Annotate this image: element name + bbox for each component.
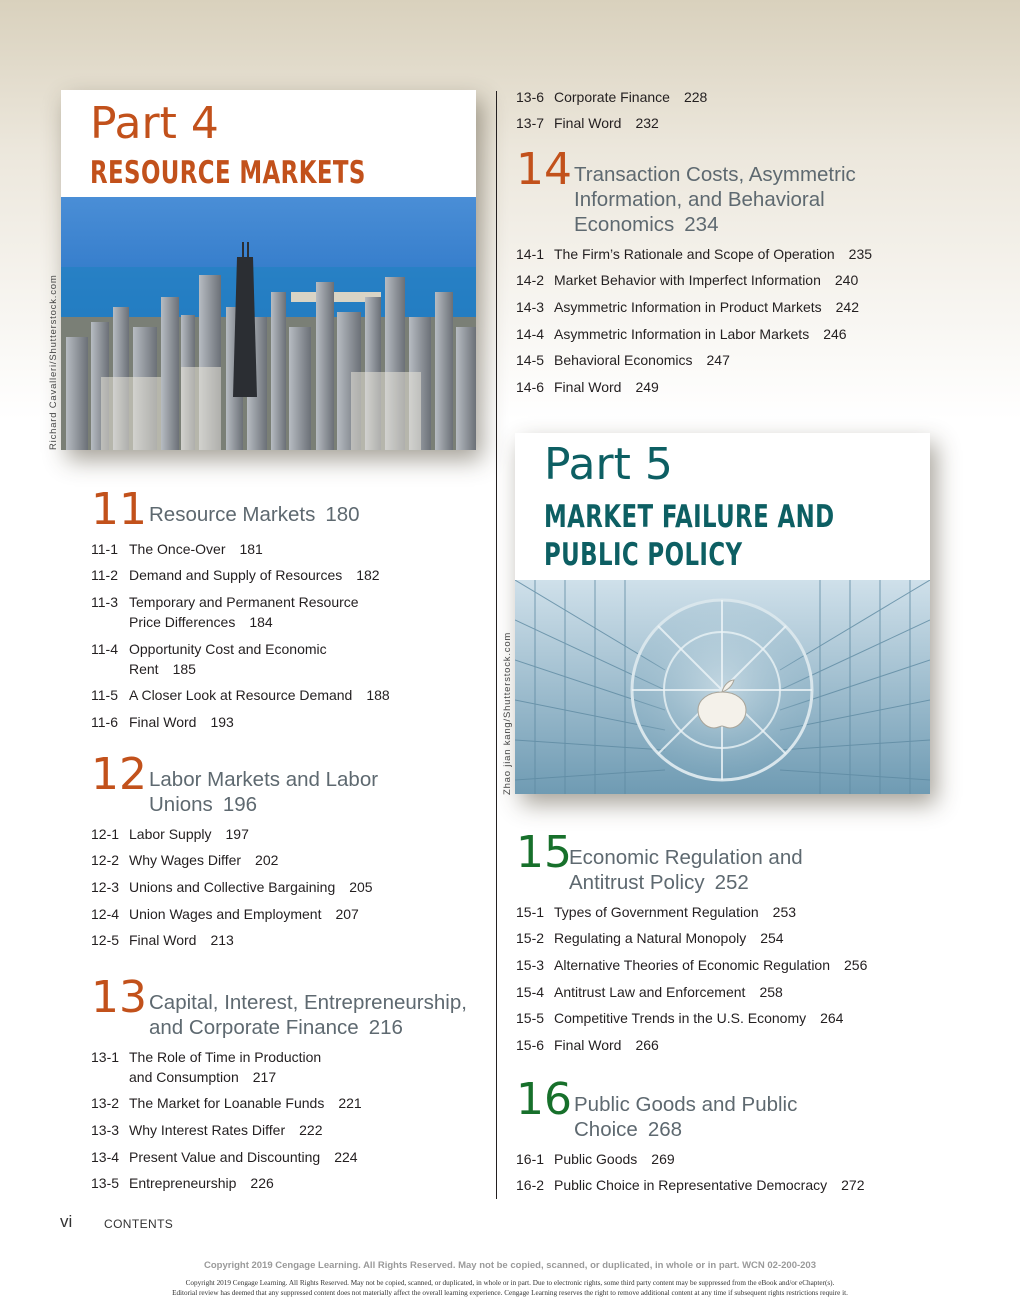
- chapter-15: [516, 827, 916, 1055]
- apple-store-glass-photo: [515, 580, 930, 794]
- part-4-header: [61, 90, 476, 197]
- section-list: [516, 1149, 916, 1196]
- part-5-photo-credit: Zhao jian kang/Shutterstock.com: [502, 631, 513, 795]
- toc-entry[interactable]: 15-5 Competitive Trends in the U.S. Economy 264: [516, 1010, 844, 1027]
- toc-entry[interactable]: 11-6 Final Word 193: [91, 714, 234, 731]
- chapter-12: [91, 749, 481, 950]
- toc-entry[interactable]: 15-4 Antitrust Law and Enforcement 258: [516, 983, 783, 1000]
- toc-entry[interactable]: 15-6 Final Word 266: [516, 1037, 659, 1054]
- chapter-number: 13: [91, 972, 147, 1023]
- toc-entry[interactable]: 13-4 Present Value and Discounting 224: [91, 1148, 358, 1165]
- copyright-line-2: Editorial review has deemed that any suppressed content does not materially affect the overall learning experience. Cengage Learning reserves the right to remove additional content at any time if subsequent rights restrictions require it.: [172, 1289, 848, 1297]
- toc-entry[interactable]: 15-1 Types of Government Regulation 253: [516, 903, 797, 920]
- chapter-number: 16: [516, 1074, 572, 1125]
- toc-entry[interactable]: 12-1 Labor Supply 197: [91, 825, 249, 842]
- part-4-number: Part 4: [90, 98, 219, 149]
- column-divider: [496, 91, 497, 1199]
- toc-entry[interactable]: 13-6 Corporate Finance 228: [516, 88, 708, 105]
- toc-entry[interactable]: 11-1 The Once-Over 181: [91, 540, 263, 557]
- part-4-photo-credit: Richard Cavalleri/Shutterstock.com: [48, 274, 59, 450]
- chapter-title: Economic Regulation and Antitrust Policy 252: [569, 846, 803, 894]
- toc-entry[interactable]: 14-4 Asymmetric Information in Labor Markets 246: [516, 325, 847, 342]
- toc-entry[interactable]: 11-3 Temporary and Permanent Resource Price Differences 184: [91, 594, 359, 631]
- part-5-number: Part 5: [544, 439, 673, 490]
- part-4-card: [61, 90, 476, 450]
- toc-entry[interactable]: 16-1 Public Goods 269: [516, 1150, 675, 1167]
- chapter-title: Transaction Costs, Asymmetric Information, and Behavioral Economics 234: [574, 163, 856, 236]
- chapter-number: 12: [91, 749, 147, 800]
- chapter-title: Resource Markets 180: [149, 503, 360, 526]
- section-list: [516, 244, 896, 397]
- toc-entry[interactable]: 12-2 Why Wages Differ 202: [91, 852, 279, 869]
- toc-entry[interactable]: 11-2 Demand and Supply of Resources 182: [91, 567, 380, 584]
- toc-entry[interactable]: 16-2 Public Choice in Representative Democracy 272: [516, 1177, 865, 1194]
- toc-entry[interactable]: 11-4 Opportunity Cost and Economic Rent 185: [91, 640, 327, 677]
- chapter-title: Labor Markets and Labor Unions 196: [149, 768, 379, 816]
- toc-entry[interactable]: 13-5 Entrepreneurship 226: [91, 1175, 274, 1192]
- toc-entry[interactable]: 11-5 A Closer Look at Resource Demand 188: [91, 687, 390, 704]
- section-list: [516, 902, 916, 1055]
- toc-entry[interactable]: 14-3 Asymmetric Information in Product Markets 242: [516, 299, 859, 316]
- chapter-title: Public Goods and Public Choice 268: [574, 1093, 798, 1141]
- copyright-notice: [0, 1278, 1020, 1298]
- part-4-title: RESOURCE MARKETS: [90, 155, 366, 191]
- toc-entry[interactable]: 14-1 The Firm’s Rationale and Scope of Operation 235: [516, 245, 873, 262]
- toc-entry[interactable]: 15-3 Alternative Theories of Economic Regulation 256: [516, 957, 868, 974]
- part-5-title-line-2: PUBLIC POLICY: [544, 537, 743, 573]
- chapter-number: 14: [516, 144, 572, 195]
- chapter-13: [91, 972, 491, 1193]
- toc-entry[interactable]: 13-2 The Market for Loanable Funds 221: [91, 1095, 362, 1112]
- chapter-number: 11: [91, 484, 147, 535]
- chapter-16: [516, 1074, 916, 1195]
- chapter-11: [91, 484, 481, 732]
- chicago-skyline-photo: [61, 197, 476, 450]
- chapter-13-continued: [516, 80, 906, 133]
- toc-entry[interactable]: 14-5 Behavioral Economics 247: [516, 352, 730, 369]
- page-number: vi: [60, 1212, 73, 1231]
- toc-entry[interactable]: 12-3 Unions and Collective Bargaining 205: [91, 879, 373, 896]
- toc-entry[interactable]: 14-6 Final Word 249: [516, 379, 659, 396]
- toc-entry[interactable]: 12-5 Final Word 213: [91, 932, 234, 949]
- toc-entry[interactable]: 13-1 The Role of Time in Production and Consumption 217: [91, 1048, 322, 1085]
- section-list: [91, 539, 481, 732]
- copyright-line-1: Copyright 2019 Cengage Learning. All Rights Reserved. May not be copied, scanned, or duplicated, in whole or in part. Due to electronic rights, some third party content may be suppressed from the eBook and/or eChapter(s).: [185, 1279, 835, 1287]
- part-5-title-line-1: MARKET FAILURE AND: [544, 499, 835, 535]
- chapter-number: 15: [516, 827, 572, 878]
- chapter-title: Capital, Interest, Entrepreneurship, and Corporate Finance 216: [149, 991, 467, 1039]
- part-5-card: [515, 433, 930, 794]
- part-5-header: [515, 433, 930, 580]
- section-list: [91, 1047, 491, 1194]
- section-list: [91, 824, 481, 951]
- toc-entry[interactable]: 12-4 Union Wages and Employment 207: [91, 905, 359, 922]
- chapter-14: [516, 144, 896, 397]
- copyright-watermark: Copyright 2019 Cengage Learning. All Rights Reserved. May not be copied, scanned, or duplicated, in whole or in part. WCN 02-200-203: [204, 1260, 816, 1271]
- toc-entry[interactable]: 13-3 Why Interest Rates Differ 222: [91, 1122, 323, 1139]
- toc-entry[interactable]: 14-2 Market Behavior with Imperfect Information 240: [516, 272, 859, 289]
- toc-entry[interactable]: 15-2 Regulating a Natural Monopoly 254: [516, 930, 784, 947]
- toc-entry[interactable]: 13-7 Final Word 232: [516, 115, 659, 132]
- running-footer-label: CONTENTS: [104, 1217, 174, 1231]
